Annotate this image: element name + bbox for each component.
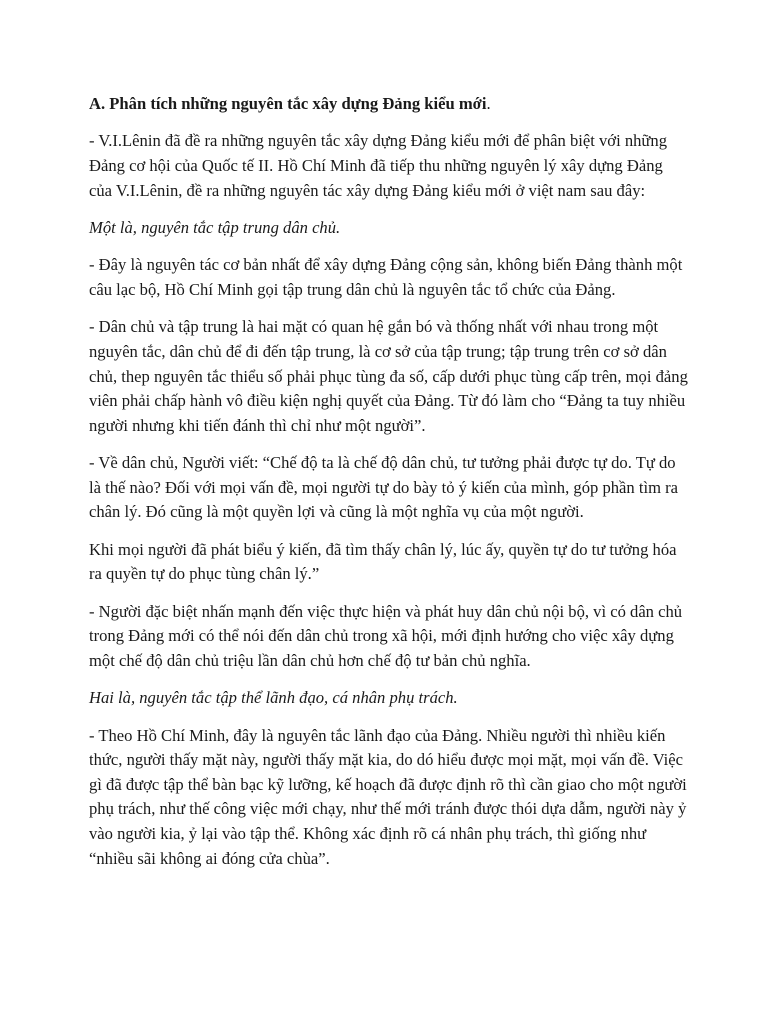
paragraph-intro: - V.I.Lênin đã đề ra những nguyên tắc xây dựng Đảng kiểu mới để phân biệt với những Đảng cơ hội của Quốc tế II. Hồ Chí Minh đã tiếp thu những nguyên lý xây dựng Đảng của V.I.Lênin, đề ra những nguyên tác xây dựng Đảng kiểu mới ở việt nam sau đây: (89, 131, 668, 200)
section-heading (89, 92, 689, 117)
section-heading-text: A. Phân tích những nguyên tắc xây dựng Đảng kiểu mới (89, 94, 487, 113)
paragraph-collective-leadership: - Theo Hồ Chí Minh, đây là nguyên tắc lãnh đạo của Đảng. Nhiều người thì nhiều kiến thức, người thấy mặt này, người thấy mặt kia, do dó hiểu được mọi mặt, mọi vấn đề. Việc gì đã được tập thể bàn bạc kỹ lưỡng, kế hoạch đã được định rõ thì cần giao cho một người phụ trách, như thế công việc mới chạy, như thế mới tránh được thói dựa dẫm, người này ỷ vào người kia, ỷ lại vào tập thể. Không xác định rõ cá nhân phụ trách, thì giống như “nhiều sãi không ai đóng cửa chùa”. (89, 725, 687, 868)
paragraph-principle-one-basis: - Đây là nguyên tác cơ bản nhất để xây dựng Đảng cộng sản, không biến Đảng thành một câu lạc bộ, Hồ Chí Minh gọi tập trung dân chủ là nguyên tắc tổ chức của Đảng. (89, 255, 683, 299)
paragraph-democracy-centralism: - Dân chủ và tập trung là hai mặt có quan hệ gắn bó và thống nhất với nhau trong một nguyên tắc, dân chủ để đi đến tập trung, là cơ sở của tập trung; tập trung trên cơ sở dân chủ, thep nguyên tắc thiểu số phải phục tùng đa số, cấp dưới phục tùng cấp trên, mọi đảng viên phải chấp hành vô điều kiện nghị quyết của Đảng. Từ đó làm cho “Đảng ta tuy nhiều người nhưng khi tiến đánh thì chỉ như một người”. (89, 317, 688, 435)
subheading-principle-two: Hai là, nguyên tắc tập thể lãnh đạo, cá nhân phụ trách. (89, 688, 458, 708)
paragraph-freedom-truth: Khi mọi người đã phát biểu ý kiến, đã tìm thấy chân lý, lúc ấy, quyền tự do tư tưởng hóa ra quyền tự do phục tùng chân lý.” (89, 539, 677, 584)
document-page (89, 92, 689, 884)
paragraph-democracy-quote: - Về dân chủ, Người viết: “Chế độ ta là chế độ dân chủ, tư tưởng phải được tự do. Tự do là thế nào? Đối với mọi vấn đề, mọi người tự do bày tỏ ý kiến của mình, góp phần tìm ra chân lý. Đó cũng là một quyền lợi và cũng là một nghĩa vụ của một người. (89, 453, 679, 522)
section-heading-period: . (486, 94, 491, 113)
subheading-principle-one: Một là, nguyên tắc tập trung dân chủ. (89, 217, 341, 237)
paragraph-internal-democracy: - Người đặc biệt nhấn mạnh đến việc thực hiện và phát huy dân chủ nội bộ, vì có dân chủ trong Đảng mới có thể nói đến dân chủ trong xã hội, mới định hướng cho việc xây dựng một chế độ dân chủ triệu lần dân chủ hơn chế độ tư bản chủ nghĩa. (89, 601, 683, 670)
